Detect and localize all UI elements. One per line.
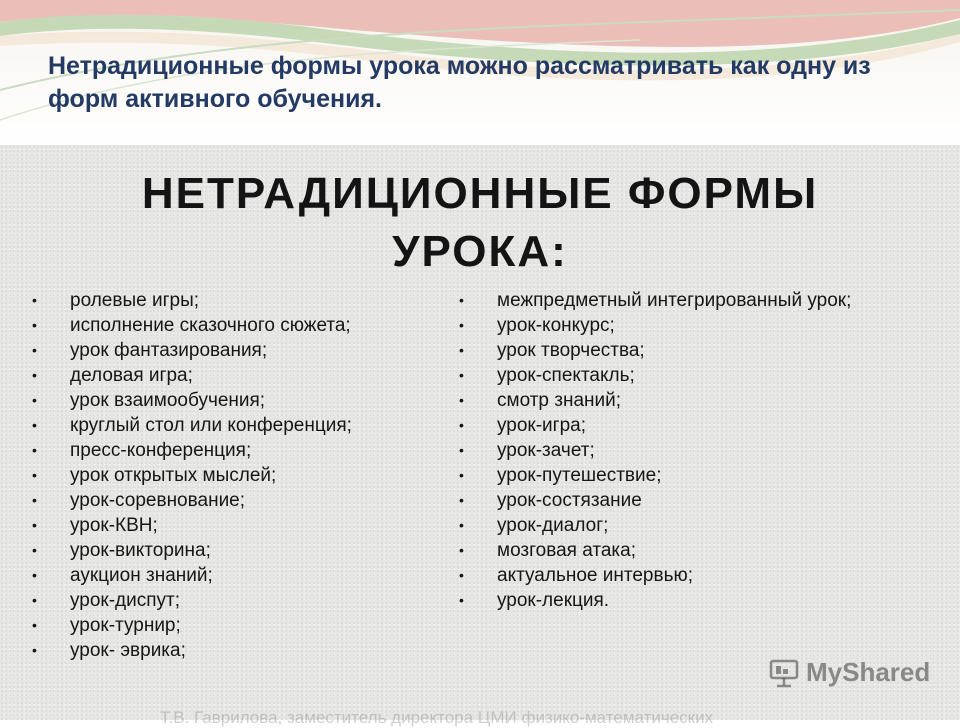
bullet-icon: • — [32, 617, 37, 633]
list-item — [28, 613, 448, 638]
list-item — [28, 388, 448, 413]
list-item — [455, 563, 955, 588]
list-item-text: урок-состязание — [497, 490, 642, 511]
bullet-icon: • — [32, 417, 37, 433]
bullet-icon: • — [459, 467, 464, 483]
bullet-icon: • — [459, 317, 464, 333]
list-item — [28, 338, 448, 363]
list-item-text: круглый стол или конференция; — [70, 415, 352, 436]
list-item — [28, 488, 448, 513]
list-item — [455, 363, 955, 388]
bullet-icon: • — [32, 592, 37, 608]
list-item-text: урок-зачет; — [497, 440, 595, 461]
bullet-icon: • — [32, 542, 37, 558]
list-item-text: деловая игра; — [70, 365, 193, 386]
bullet-icon: • — [32, 467, 37, 483]
list-item-text: урок-путешествие; — [497, 465, 662, 486]
list-item-text: урок-диалог; — [497, 515, 609, 536]
bullet-icon: • — [32, 317, 37, 333]
list-item-text: урок- эврика; — [70, 640, 186, 661]
bullet-icon: • — [459, 567, 464, 583]
left-list — [28, 288, 448, 663]
list-item — [28, 463, 448, 488]
list-item — [28, 563, 448, 588]
list-item — [455, 488, 955, 513]
list-item — [28, 538, 448, 563]
list-item-text: актуальное интервью; — [497, 565, 694, 586]
list-item-text: смотр знаний; — [497, 390, 622, 411]
list-item — [28, 288, 448, 313]
list-item-text: пресс-конференция; — [70, 440, 252, 461]
list-item — [28, 363, 448, 388]
list-item-text: исполнение сказочного сюжета; — [70, 315, 351, 336]
footer-text: Т.В. Гаврилова, заместитель директора ЦМИ физико-математических — [160, 708, 714, 727]
list-item — [455, 538, 955, 563]
panel-title — [0, 165, 960, 281]
list-item — [28, 513, 448, 538]
panel-title-line2: УРОКА: — [392, 227, 568, 276]
list-item-text: урок-лекция. — [497, 590, 610, 611]
list-item — [28, 413, 448, 438]
bullet-icon: • — [32, 292, 37, 308]
list-item — [455, 288, 955, 313]
list-item — [455, 413, 955, 438]
watermark — [768, 657, 930, 688]
bullet-icon: • — [459, 442, 464, 458]
list-item-text: урок-викторина; — [70, 540, 211, 561]
bullet-icon: • — [459, 492, 464, 508]
list-item — [28, 638, 448, 663]
list-item-text: урок-спектакль; — [497, 365, 635, 386]
list-item — [455, 588, 955, 613]
bullet-icon: • — [459, 592, 464, 608]
list-item — [28, 588, 448, 613]
list-item — [28, 438, 448, 463]
list-item-text: урок взаимообучения; — [70, 390, 266, 411]
bullet-icon: • — [32, 567, 37, 583]
list-item-text: урок-турнир; — [70, 615, 181, 636]
bullet-icon: • — [459, 517, 464, 533]
list-item-text: урок открытых мыслей; — [70, 465, 277, 486]
bullet-icon: • — [459, 392, 464, 408]
presentation-board-icon — [768, 658, 802, 688]
list-item — [455, 438, 955, 463]
list-item-text: урок-игра; — [497, 415, 587, 436]
bullet-icon: • — [459, 367, 464, 383]
slide-heading: Нетрадиционные формы урока можно рассматривать как одну из форм активного обучения. — [48, 52, 871, 113]
content-panel — [0, 145, 960, 727]
list-item-text: мозговая атака; — [497, 540, 637, 561]
bullet-icon: • — [32, 342, 37, 358]
list-item-text: урок творчества; — [497, 340, 645, 361]
bullet-icon: • — [459, 342, 464, 358]
list-item — [455, 513, 955, 538]
list-item — [455, 463, 955, 488]
bullet-icon: • — [32, 517, 37, 533]
list-item-text: урок-конкурс; — [497, 315, 615, 336]
list-item-text: ролевые игры; — [70, 290, 200, 311]
list-item — [455, 313, 955, 338]
list-item-text: урок-КВН; — [70, 515, 158, 536]
list-item-text: межпредметный интегрированный урок; — [497, 290, 852, 311]
list-item-text: аукцион знаний; — [70, 565, 213, 586]
right-list — [455, 288, 955, 613]
bullet-icon: • — [32, 392, 37, 408]
list-item-text: урок фантазирования; — [70, 340, 268, 361]
bullet-icon: • — [32, 442, 37, 458]
bullet-icon: • — [32, 492, 37, 508]
bullet-icon: • — [459, 292, 464, 308]
panel-title-line1: НЕТРАДИЦИОННЫЕ ФОРМЫ — [141, 169, 819, 218]
bullet-icon: • — [459, 542, 464, 558]
bullet-icon: • — [32, 367, 37, 383]
list-item-text: урок-диспут; — [70, 590, 181, 611]
watermark-text: MyShared — [806, 657, 931, 687]
list-item — [455, 388, 955, 413]
list-item — [455, 338, 955, 363]
list-item-text: урок-соревнование; — [70, 490, 246, 511]
bullet-icon: • — [459, 417, 464, 433]
list-item — [28, 313, 448, 338]
bullet-icon: • — [32, 642, 37, 658]
